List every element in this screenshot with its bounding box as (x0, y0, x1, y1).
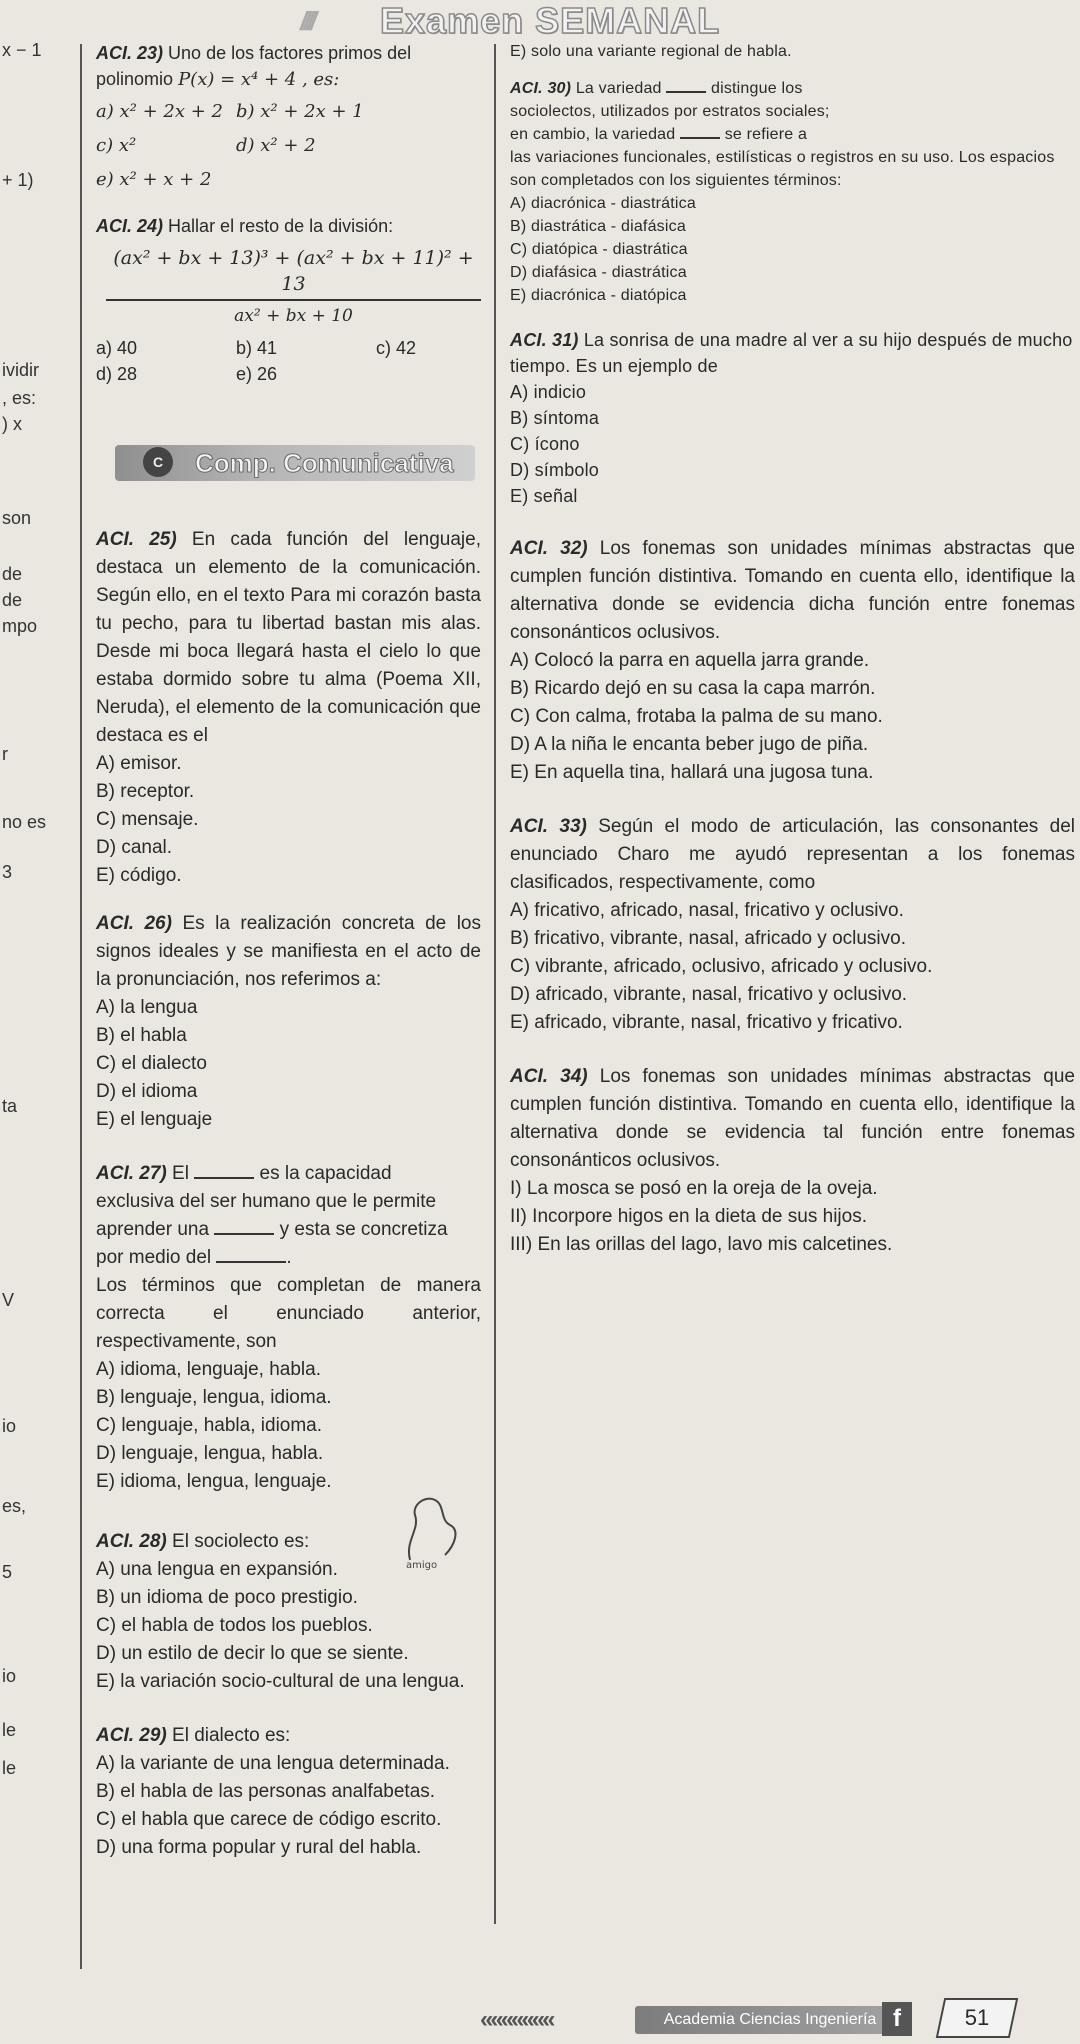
question-number: ACI. 27) (96, 1163, 167, 1184)
option-e: E) código. (96, 865, 182, 886)
question-31 (510, 327, 1075, 509)
question-stem: Los términos que completan de manera correcta el enunciado anterior, respectivamente, son (96, 1275, 481, 1352)
margin-fragment: io (2, 1416, 17, 1436)
question-34 (510, 1063, 1075, 1259)
academy-label: Academia Ciencias Ingeniería (635, 2006, 905, 2034)
question-number: ACI. 25) (96, 529, 177, 550)
question-number: ACI. 28) (96, 1531, 167, 1552)
option-b: B) receptor. (96, 781, 195, 802)
option-d: D) un estilo de decir lo que se siente. (96, 1643, 409, 1664)
option-c: C) ícono (510, 434, 580, 454)
question-number: ACI. 24) (96, 216, 164, 236)
option-c: C) mensaje. (96, 809, 199, 830)
option-c: C) lenguaje, habla, idioma. (96, 1415, 323, 1436)
left-column (96, 40, 481, 387)
margin-fragment: no es (2, 812, 47, 832)
statement-i: I) La mosca se posó en la oreja de la oveja. (510, 1178, 878, 1199)
option-e: E) señal (510, 486, 578, 506)
option-d: D) africado, vibrante, nasal, fricativo y oclusivo. (510, 984, 908, 1005)
option-a: A) Colocó la parra en aquella jarra grande. (510, 650, 870, 671)
blank-2 (680, 137, 720, 139)
fraction-numerator: (ax² + bx + 13)³ + (ax² + bx + 11)² + 13 (106, 245, 481, 301)
option-c: C) diatópica - diastrática (510, 241, 688, 258)
margin-fragment: le (2, 1720, 17, 1740)
option-e: E) el lenguaje (96, 1109, 213, 1130)
option-c: C) el habla de todos los pueblos. (96, 1615, 373, 1636)
left-column-lower (96, 526, 481, 1862)
question-stem: distingue los (710, 80, 803, 97)
question-number: ACI. 29) (96, 1725, 167, 1746)
option-b: B) el habla de las personas analfabetas. (96, 1781, 436, 1802)
option-d: D) una forma popular y rural del habla. (96, 1837, 422, 1858)
option-e: E) idioma, lengua, lenguaje. (96, 1471, 332, 1492)
option-c: C) el dialecto (96, 1053, 207, 1074)
option-c: C) vibrante, africado, oclusivo, africado y oclusivo. (510, 956, 933, 977)
margin-fragment: x − 1 (2, 40, 42, 60)
question-number: ACI. 30) (510, 80, 572, 97)
option-a: A) indicio (510, 382, 587, 402)
option-a: A) idioma, lenguaje, habla. (96, 1359, 321, 1380)
margin-fragment: de (2, 564, 23, 584)
option-a: A) la variante de una lengua determinada. (96, 1753, 450, 1774)
option-c: c) x² (96, 135, 137, 156)
option-b: B) lenguaje, lengua, idioma. (96, 1387, 332, 1408)
statement-iii: III) En las orillas del lago, lavo mis calcetines. (510, 1234, 893, 1255)
question-stem: El sociolecto es: (172, 1531, 310, 1552)
margin-fragment: V (2, 1290, 15, 1310)
option-a: A) fricativo, africado, nasal, fricativo y oclusivo. (510, 900, 904, 921)
right-column (510, 40, 1075, 1259)
option-a: a) x² + 2x + 2 (96, 101, 223, 122)
question-stem: El (172, 1163, 189, 1184)
option-d: D) diafásica - diastrática (510, 264, 687, 281)
question-stem: . (286, 1247, 292, 1268)
margin-fragment: io (2, 1666, 17, 1686)
question-27 (96, 1160, 481, 1496)
option-b: B) fricativo, vibrante, nasal, africado y oclusivo. (510, 928, 907, 949)
option-a: A) diacrónica - diastrática (510, 195, 696, 212)
question-number: ACI. 32) (510, 538, 588, 559)
page-footer (0, 1990, 1080, 2044)
question-stem: en cambio, la variedad (510, 126, 676, 143)
page-number: 51 (964, 2005, 990, 2030)
option-e: E) diacrónica - diatópica (510, 287, 687, 304)
question-number: ACI. 34) (510, 1066, 588, 1087)
statement-ii: II) Incorpore higos en la dieta de sus hijos. (510, 1206, 867, 1227)
question-stem: exclusiva del ser humano que le permite (96, 1191, 437, 1212)
banner-icon: C (143, 447, 173, 477)
question-stem: las variaciones funcionales, estilísticas o registros en su uso. Los espacios son completados con los siguientes términos: (510, 149, 1055, 189)
option-e: E) En aquella tina, hallará una jugosa tuna. (510, 762, 874, 783)
question-stem: se refiere a (724, 126, 808, 143)
banner-label: Comp. Comunicativa (195, 448, 454, 478)
option-e: E) africado, vibrante, nasal, fricativo y fricativo. (510, 1012, 903, 1033)
question-stem: Los fonemas son unidades mínimas abstractas que cumplen función distintiva. Tomando en cuenta ello, identifique la alternativa donde se evidencia tal función entre fonemas consonánticos oclusivos. (510, 1066, 1075, 1171)
option-e: e) x² + x + 2 (96, 169, 212, 190)
option-d: D) A la niña le encanta beber jugo de piña. (510, 734, 869, 755)
division-fraction (106, 245, 481, 329)
question-stem: Hallar el resto de la división: (168, 216, 394, 236)
column-divider-middle (494, 44, 496, 1924)
margin-fragment: de (2, 590, 23, 610)
margin-fragment: son (2, 508, 32, 528)
option-a: A) una lengua en expansión. (96, 1559, 338, 1580)
margin-fragment: 3 (2, 862, 13, 882)
option-b: B) síntoma (510, 408, 600, 428)
option-a: A) la lengua (96, 997, 198, 1018)
question-stem: El dialecto es: (172, 1725, 291, 1746)
blank-3 (216, 1261, 286, 1263)
option-b: B) el habla (96, 1025, 187, 1046)
option-e: e) 26 (236, 364, 278, 384)
question-30 (510, 77, 1075, 307)
margin-fragment: mpo (2, 616, 38, 636)
question-stem: La sonrisa de una madre al ver a su hijo después de mucho tiempo. Es un ejemplo de (510, 330, 1073, 376)
question-29-option-e: E) solo una variante regional de habla. (510, 43, 792, 60)
option-a: A) emisor. (96, 753, 182, 774)
question-number: ACI. 33) (510, 816, 587, 837)
header-title: Examen SEMANAL (380, 0, 721, 41)
blank-1 (194, 1177, 254, 1179)
option-b: B) Ricardo dejó en su casa la capa marrón. (510, 678, 876, 699)
header-stripes: //// (300, 6, 313, 36)
option-e: E) la variación socio-cultural de una lengua. (96, 1671, 465, 1692)
page-header (0, 0, 1080, 41)
option-c: C) el habla que carece de código escrito. (96, 1809, 442, 1830)
column-divider-left (80, 44, 82, 1969)
margin-fragment: ta (2, 1096, 18, 1116)
margin-fragment: ) x (2, 414, 22, 434)
handwriting-text: amigo (406, 1560, 438, 1570)
question-23 (96, 40, 481, 193)
question-26 (96, 910, 481, 1134)
left-margin-fragments (0, 0, 70, 2044)
option-d: d) 28 (96, 364, 138, 384)
question-25 (96, 526, 481, 890)
option-b: B) un idioma de poco prestigio. (96, 1587, 358, 1608)
option-b: b) x² + 2x + 1 (236, 101, 364, 122)
question-stem: Uno de los factores primos del (168, 43, 412, 63)
footer-chevrons: ««««««« (480, 2006, 553, 2033)
fraction-denominator: ax² + bx + 10 (234, 306, 353, 326)
page-number-box (936, 1998, 1019, 2038)
question-stem: Los fonemas son unidades mínimas abstractas que cumplen función distintiva. Tomando en cuenta ello, identifique la alternativa donde se evidencia dicha función entre fonemas consonánticos oclusivos. (510, 538, 1075, 643)
option-c: C) Con calma, frotaba la palma de su mano. (510, 706, 883, 727)
option-c: c) 42 (376, 338, 417, 358)
option-d: D) el idioma (96, 1081, 198, 1102)
margin-fragment: + 1) (2, 170, 34, 190)
option-b: b) 41 (236, 338, 278, 358)
margin-fragment: es, (2, 1496, 27, 1516)
question-stem: La variedad (575, 80, 662, 97)
question-stem: aprender una (96, 1219, 210, 1240)
question-stem: y esta se concretiza (279, 1219, 448, 1240)
question-stem: Según el modo de articulación, las consonantes del enunciado Charo me ayudó representan a los fonemas clasificados, respectivamente, como (510, 816, 1075, 893)
margin-fragment: le (2, 1758, 17, 1778)
margin-fragment: 5 (2, 1562, 13, 1582)
question-stem: En cada función del lenguaje, destaca un elemento de la comunicación. Según ello, en el texto Para mi corazón basta tu pecho, para tu libertad bastan mis alas. Desde mi boca llegará hasta el cielo lo que estaba dormido sobre tu alma (Poema XII, Neruda), el elemento de la comunicación que destaca es el (96, 529, 481, 746)
margin-fragment: r (2, 744, 8, 764)
question-stem: Es la realización concreta de los signos ideales y se manifiesta en el acto de la pronunciación, nos referimos a: (96, 913, 481, 990)
blank-1 (666, 91, 706, 93)
question-33 (510, 813, 1075, 1037)
polynomial: P(x) = x⁴ + 4 , es: (178, 69, 340, 90)
facebook-icon: f (882, 2002, 912, 2036)
question-number: ACI. 31) (510, 330, 579, 350)
margin-fragment: , es: (2, 388, 37, 408)
option-d: D) símbolo (510, 460, 600, 480)
margin-fragment: ividir (2, 360, 40, 380)
option-b: B) diastrática - diafásica (510, 218, 686, 235)
question-stem: polinomio (96, 69, 174, 89)
option-d: D) canal. (96, 837, 173, 858)
question-number: ACI. 23) (96, 43, 164, 63)
blank-2 (214, 1233, 274, 1235)
option-a: a) 40 (96, 338, 138, 358)
question-32 (510, 535, 1075, 787)
question-stem: es la capacidad (259, 1163, 392, 1184)
question-number: ACI. 26) (96, 913, 172, 934)
question-29 (96, 1722, 481, 1862)
handwritten-note (400, 1480, 470, 1570)
option-d: D) lenguaje, lengua, habla. (96, 1443, 324, 1464)
question-24 (96, 213, 481, 387)
question-stem: sociolectos, utilizados por estratos sociales; (510, 103, 830, 120)
question-stem: por medio del (96, 1247, 212, 1268)
section-banner (115, 445, 475, 481)
option-d: d) x² + 2 (236, 135, 316, 156)
